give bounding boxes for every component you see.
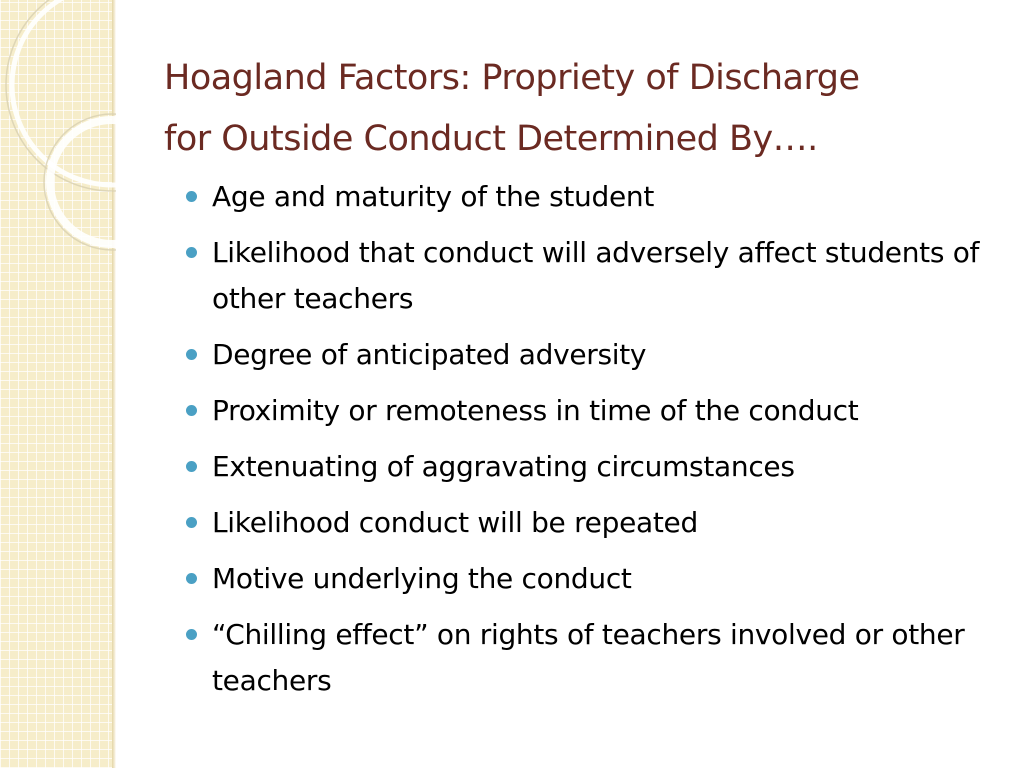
bullet-item <box>186 612 1006 704</box>
bullet-text: Extenuating of aggravating circumstances <box>212 450 795 483</box>
bullet-icon <box>186 629 197 640</box>
bullet-item <box>186 388 1006 434</box>
bullet-icon <box>186 573 197 584</box>
bullet-icon <box>186 405 197 416</box>
bullet-text: Age and maturity of the student <box>212 180 655 213</box>
bullet-text: Proximity or remoteness in time of the conduct <box>212 394 859 427</box>
bullet-item <box>186 444 1006 490</box>
slide-title-line-1: Hoagland Factors: Propriety of Discharge <box>164 58 860 98</box>
bullet-text: Likelihood conduct will be repeated <box>212 506 698 539</box>
bullet-icon <box>186 247 197 258</box>
bullet-icon <box>186 349 197 360</box>
bullet-icon <box>186 517 197 528</box>
bullet-icon <box>186 191 197 202</box>
bullet-icon <box>186 461 197 472</box>
slide-title-line-2: for Outside Conduct Determined By…. <box>164 119 818 159</box>
bullet-item <box>186 500 1006 546</box>
bullet-item <box>186 174 1006 220</box>
bullet-text: “Chilling effect” on rights of teachers involved or other teachers <box>212 618 965 697</box>
slide-title <box>164 48 984 170</box>
bullet-item <box>186 230 1006 322</box>
bullet-item <box>186 332 1006 378</box>
bullet-item <box>186 556 1006 602</box>
bullet-text: Likelihood that conduct will adversely affect students of other teachers <box>212 236 980 315</box>
bullet-text: Degree of anticipated adversity <box>212 338 647 371</box>
bullet-text: Motive underlying the conduct <box>212 562 632 595</box>
decorative-rings-graphic <box>0 0 116 768</box>
bullet-list <box>186 174 1006 714</box>
